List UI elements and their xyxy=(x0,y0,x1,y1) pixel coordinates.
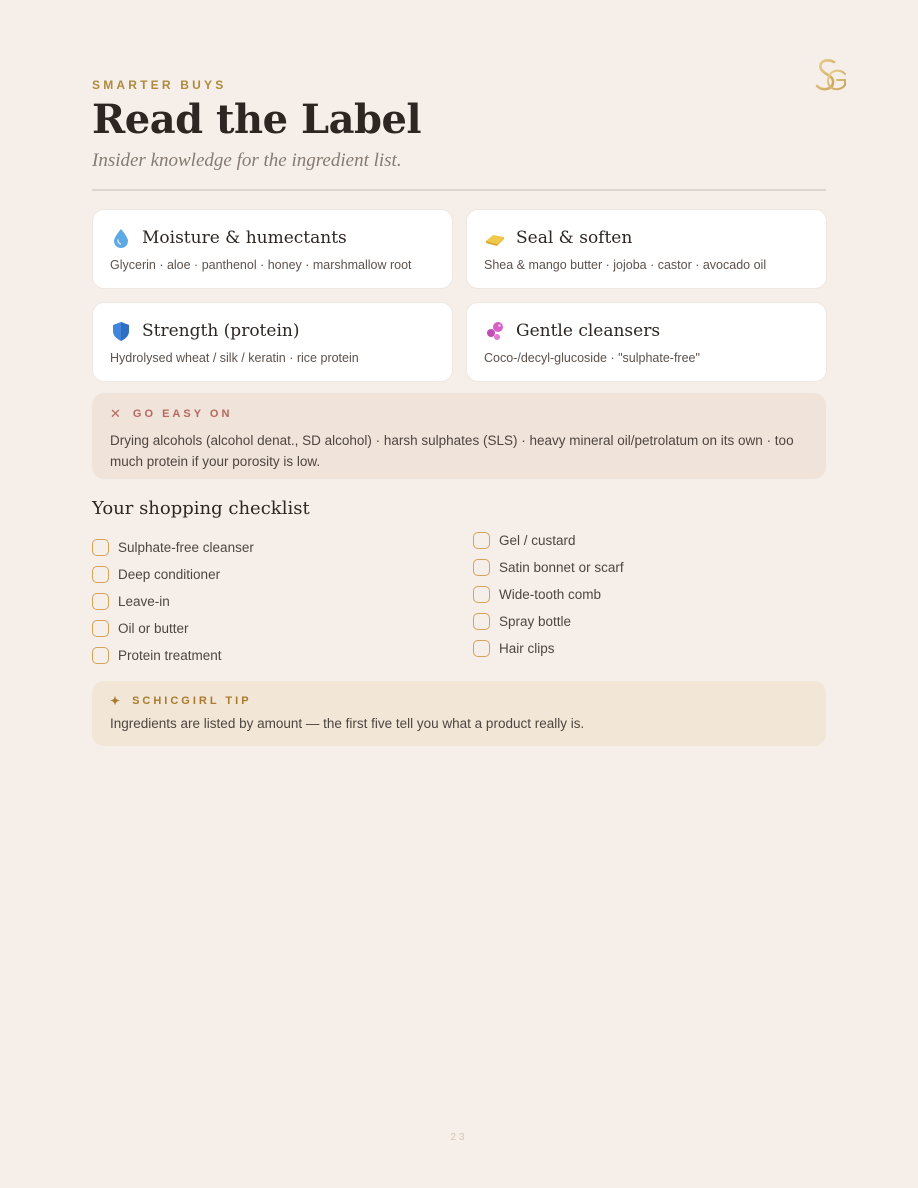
checkbox[interactable] xyxy=(92,539,109,556)
card-description: Coco-/decyl-glucoside · "sulphate-free" xyxy=(484,351,700,365)
page-title: Read the Label xyxy=(92,96,422,143)
x-icon: ✕ xyxy=(110,406,121,421)
checklist-item-label: Deep conditioner xyxy=(118,566,221,582)
card-title: Strength (protein) xyxy=(142,321,300,341)
checkbox[interactable] xyxy=(92,620,109,637)
checklist-item[interactable] xyxy=(473,530,576,550)
card-description: Glycerin · aloe · panthenol · honey · marshmallow root xyxy=(110,258,412,272)
card-moisture xyxy=(92,209,453,289)
card-cleansers xyxy=(466,302,827,382)
go-easy-on-callout xyxy=(92,393,826,479)
checklist-title: Your shopping checklist xyxy=(92,498,310,519)
card-title: Seal & soften xyxy=(516,228,633,248)
sparkle-icon: ✦ xyxy=(110,694,121,708)
callout-body: Drying alcohols (alcohol denat., SD alcohol) · harsh sulphates (SLS) · heavy mineral oil/petrolatum on its own · too much protein if your porosity is low. xyxy=(110,433,794,469)
butter-icon xyxy=(484,227,506,249)
card-title: Gentle cleansers xyxy=(516,321,661,341)
page-subtitle: Insider knowledge for the ingredient list. xyxy=(92,150,402,171)
schicgirl-tip-callout xyxy=(92,681,826,746)
bubbles-icon xyxy=(484,320,506,342)
page xyxy=(92,0,826,1188)
checklist-item-label: Wide-tooth comb xyxy=(499,586,602,602)
droplet-icon xyxy=(110,227,132,249)
checkbox[interactable] xyxy=(473,532,490,549)
checklist-item-label: Gel / custard xyxy=(499,532,576,548)
checklist-item-label: Spray bottle xyxy=(499,613,572,629)
shield-icon xyxy=(110,320,132,342)
checklist-item-label: Hair clips xyxy=(499,640,555,656)
tip-label: SCHICGIRL TIP xyxy=(132,695,252,707)
card-seal xyxy=(466,209,827,289)
checkbox[interactable] xyxy=(473,613,490,630)
callout-label: GO EASY ON xyxy=(132,408,233,420)
checklist-item[interactable] xyxy=(92,537,254,557)
checklist-item[interactable] xyxy=(473,584,601,604)
checklist-item[interactable] xyxy=(92,618,189,638)
checklist-item[interactable] xyxy=(473,557,624,577)
checklist-item-label: Satin bonnet or scarf xyxy=(499,559,624,575)
checkbox[interactable] xyxy=(92,593,109,610)
checklist-item[interactable] xyxy=(473,611,571,631)
checkbox[interactable] xyxy=(473,640,490,657)
tip-body: Ingredients are listed by amount — the first five tell you what a product really is. xyxy=(110,716,585,731)
checklist-item[interactable] xyxy=(92,591,170,611)
divider xyxy=(92,189,826,191)
checklist-item[interactable] xyxy=(473,638,555,658)
checklist-item-label: Protein treatment xyxy=(118,647,222,663)
card-description: Hydrolysed wheat / silk / keratin · rice protein xyxy=(110,351,359,365)
checklist-item[interactable] xyxy=(92,645,222,665)
checkbox[interactable] xyxy=(473,586,490,603)
card-description: Shea & mango butter · jojoba · castor · avocado oil xyxy=(484,258,767,272)
card-title: Moisture & humectants xyxy=(142,228,347,248)
checklist-item[interactable] xyxy=(92,564,220,584)
page-number: 23 xyxy=(450,1132,468,1143)
card-strength xyxy=(92,302,453,382)
checkbox[interactable] xyxy=(92,566,109,583)
checkbox[interactable] xyxy=(473,559,490,576)
checklist-item-label: Sulphate-free cleanser xyxy=(118,539,254,555)
checklist-item-label: Leave-in xyxy=(118,593,170,609)
checklist-item-label: Oil or butter xyxy=(118,620,189,636)
checkbox[interactable] xyxy=(92,647,109,664)
section-eyebrow: SMARTER BUYS xyxy=(92,78,227,92)
